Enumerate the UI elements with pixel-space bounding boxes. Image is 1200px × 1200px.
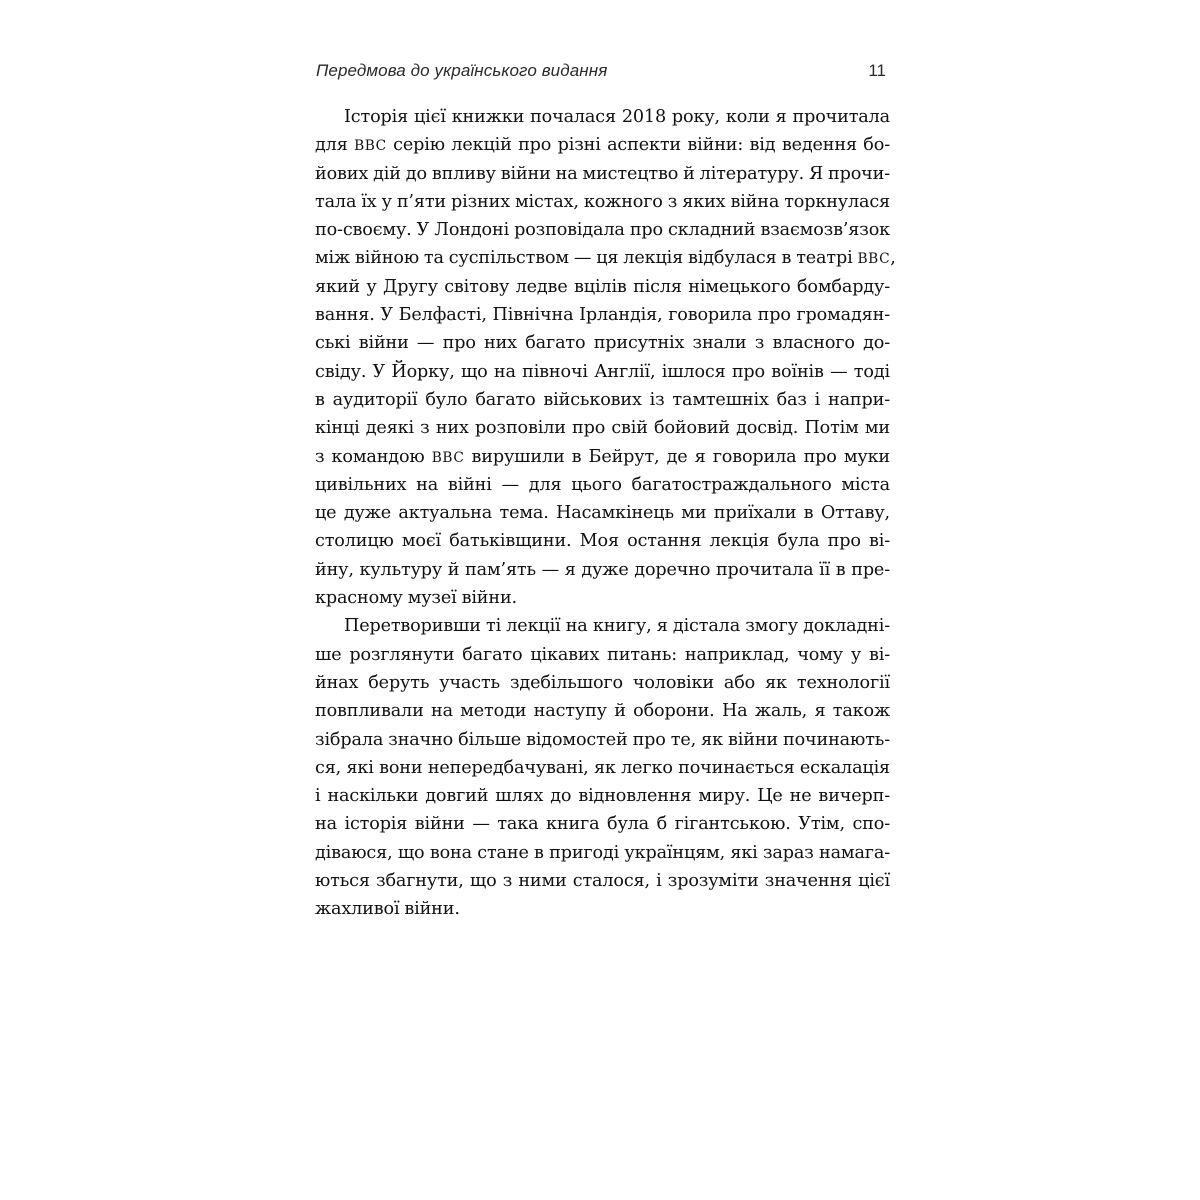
text-line: ються збагнути, що з ними сталося, і зрозуміти значення цієї (315, 871, 890, 892)
text-line: йну, культуру й пам’ять — я дуже доречно прочитала її в пре- (315, 559, 890, 580)
text-line: красному музеї війни. (315, 588, 517, 609)
text-line: для BBC серію лекцій про різні аспекти війни: від ведення бо- (315, 135, 890, 156)
text-line: цивільних на війні — для цього багатостраждального міста (315, 474, 890, 495)
text-line: на історія війни — така книга була б гігантською. Утім, спо- (315, 814, 890, 835)
text-line: йових дій до впливу війни на мистецтво й літературу. Я прочи- (315, 163, 890, 184)
text-line: діваюся, що вона стане в пригоді українцям, які зараз намага- (315, 842, 890, 863)
text-line: який у Другу світову ледве вцілів після німецького бомбарду- (315, 276, 890, 297)
text-line: тала їх у п’яти різних містах, кожного з яких війна торкнулася (315, 191, 890, 212)
text-line: з командою BBC вирушили в Бейрут, де я говорила про муки (315, 446, 890, 467)
acronym-bbc: BBC (431, 449, 465, 466)
text-line: ські війни — про них багато присутніх знали з власного до- (315, 333, 890, 354)
acronym-bbc: BBC (354, 138, 387, 155)
text-line: Перетворивши ті лекції на книгу, я дістала змогу докладні- (344, 616, 890, 637)
paragraph-1 (315, 103, 896, 612)
text-line: по-своєму. У Лондоні розповідала про складний взаємозв’язок (315, 220, 890, 241)
text-line: ся, які вони непередбачувані, як легко починається ескалація (315, 757, 890, 778)
text-line: повпливали на методи наступу й оборони. На жаль, я також (315, 701, 890, 722)
text-line: вання. У Белфасті, Північна Ірландія, говорила про громадян- (315, 305, 890, 326)
text-line: між війною та суспільством — ця лекція відбулася в театрі BBC, (315, 248, 896, 269)
text-line: зібрала значно більше відомостей про те, як війни починають- (315, 729, 890, 750)
text-line: і наскільки довгий шлях до відновлення миру. Це не вичерп- (315, 786, 890, 807)
body-text (315, 103, 896, 924)
text-line: кінці деякі з них розповіли про свій бойовий досвід. Потім ми (315, 418, 890, 439)
text-line: в аудиторії було багато військових із тамтешніх баз і напри- (315, 389, 890, 410)
text-line: це дуже актуальна тема. Насамкінець ми приїхали в Оттаву, (315, 503, 890, 524)
text-line: Історія цієї книжки почалася 2018 року, коли я прочитала (344, 107, 890, 127)
text-line: свіду. У Йорку, що на півночі Англії, ішлося про воїнів — тоді (315, 361, 890, 382)
paragraph-2 (315, 612, 890, 923)
running-head-title: Передмова до українського видання (316, 61, 608, 80)
text-line: ше розглянути багато цікавих питань: наприклад, чому у ві- (315, 644, 890, 665)
text-line: столицю моєї батьківщини. Моя остання лекція була про ві- (315, 531, 890, 552)
text-line: жахливої війни. (315, 899, 460, 920)
acronym-bbc: BBC (857, 251, 891, 268)
page-number: 11 (868, 61, 886, 80)
text-line: йнах беруть участь здебільшого чоловіки або як технології (315, 672, 890, 693)
